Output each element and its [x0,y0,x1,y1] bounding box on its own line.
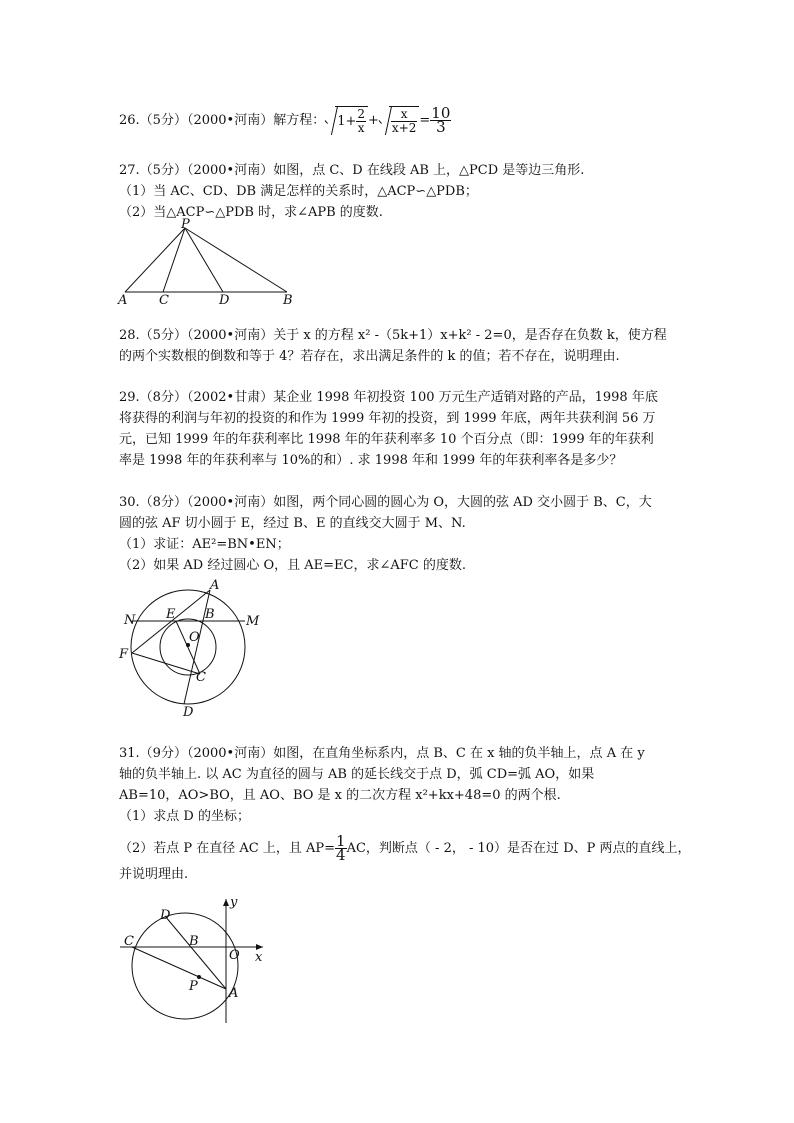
triangle-figure [115,218,305,308]
fraction-10-over-3: $\frac{10}{3}$ [431,104,451,136]
label-A: A [229,986,239,1001]
sqrt-1: 1+ $\frac{2}{x}$ [325,106,368,135]
label-P: P [181,218,190,232]
q31-line2: 轴的负半轴上. 以 AC 为直径的圆与 AB 的延长线交于点 D，弧 CD=弧 AO，如果 [119,767,595,782]
label-C: C [196,670,206,685]
label-A: A [118,293,128,308]
label-y: y [230,895,238,910]
label-C: C [124,934,134,949]
q29-line2: 将获得的利润与年初的投资的和作为 1999 年初的投资，到 1999 年底，两年共获利润 56 万 [119,411,656,426]
label-P: P [189,979,198,994]
q29-line1: 29.（8分）（2002•甘肃）某企业 1998 年初投资 100 万元生产适销对路的产品，1998 年底 [119,390,658,405]
label-F: F [119,647,129,662]
sqrt-2 [379,106,419,135]
q28-line2: 的两个实数根的倒数和等于 4？若存在，求出满足条件的 k 的值；若不存在，说明理由. [119,349,620,364]
fraction-x-over-x2: $\frac{x}{x+2}$ [391,107,417,135]
label-D: D [160,908,171,923]
q30-line2: 圆的弦 AF 切小圆于 E，经过 B、E 的直线交大圆于 M、N. [119,516,466,531]
label-O: O [229,948,240,963]
q29-line4: 率是 1998 年的年获利率与 10%的和）. 求 1998 年和 1999 年的年获利率各是多少？ [119,453,623,468]
label-D: D [219,293,230,308]
coordinate-circle-figure [115,893,275,1033]
label-B: B [205,607,215,622]
question-26: 26.（5分）（2000•河南）解方程： 1+ $\frac{2}{x}$ + $\frac{x}{x+2}$ = $\frac{10}{3}$ [119,104,451,136]
q31-line1: 31.（9分）（2000•河南）如图，在直角坐标系内，点 B、C 在 x 轴的负半轴上，点 A 在 y [119,746,645,761]
label-B: B [283,293,293,308]
q30-line4: （2）如果 AD 经过圆心 O，且 AE=EC，求∠AFC 的度数. [119,558,466,573]
q30-line3: （1）求证：AE²=BN•EN； [119,537,290,552]
q31-line3: AB=10，AO>BO，且 AO、BO 是 x 的二次方程 x²+kx+48=0 的两个根. [119,788,561,803]
fraction-2-over-x: $\frac{2}{x}$ [357,107,366,135]
q31-line4: （1）求点 D 的坐标； [119,809,250,824]
q28-line1: 28.（5分）（2000•河南）关于 x 的方程 x² -（5k+1）x+k² - 2=0，是否存在负数 k，使方程 [119,328,667,343]
q31-line6: 并说明理由. [119,867,189,882]
fraction-1-over-4: $\frac{1}{4}$ [336,832,346,864]
q29-line3: 元，已知 1999 年的年获利率比 1998 年的年获利率多 10 个百分点（即：1999 年的年获利 [119,432,654,447]
label-O: O [189,630,200,645]
label-x: x [255,950,263,965]
q27-line1: 27.（5分）（2000•河南）如图，点 C、D 在线段 AB 上，△PCD 是等边三角形. [119,163,585,178]
label-B: B [189,934,199,949]
label-D: D [183,705,194,717]
q26-prefix: 26.（5分）（2000•河南）解方程： [119,113,326,128]
label-M: M [246,614,260,629]
q31-line5: （2）若点 P 在直径 AC 上，且 AP= $\frac{1}{4}$ AC，判断点（ - 2， - 10）是否在过 D、P 两点的直线上， [119,832,691,864]
label-C: C [159,293,169,308]
label-A: A [210,578,220,593]
q27-line3: （2）当△ACP∽△PDB 时，求∠APB 的度数. [119,205,383,220]
label-N: N [124,613,136,628]
q27-line2: （1）当 AC、CD、DB 满足怎样的关系时，△ACP∽△PDB； [119,184,478,199]
q30-line1: 30.（8分）（2000•河南）如图，两个同心圆的圆心为 O，大圆的弦 AD 交小圆于 B、C，大 [119,495,652,510]
label-E: E [166,607,176,622]
concentric-circles-figure [115,577,265,717]
